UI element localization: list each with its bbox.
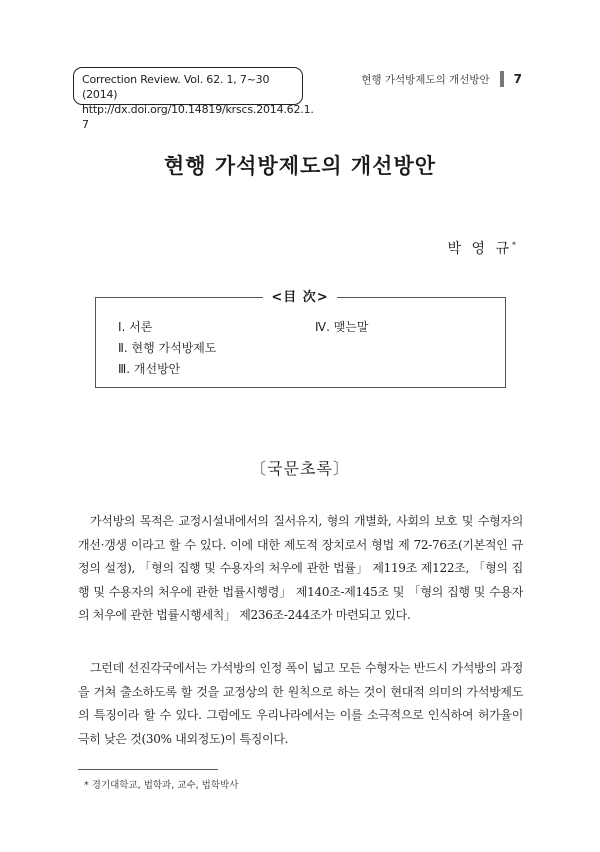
author-name: 박 영 규: [447, 241, 512, 257]
running-title: 현행 가석방제도의 개선방안: [361, 73, 490, 86]
author-footnote: * 경기대학교, 법학과, 교수, 법학박사: [84, 780, 239, 791]
journal-citation-box: [73, 67, 314, 131]
footnote-divider: [78, 769, 218, 770]
running-head: [361, 71, 522, 87]
author-footnote-mark: *: [512, 240, 516, 250]
toc-item: Ⅱ. 현행 가석방제도: [118, 341, 217, 355]
abstract-paragraph-2: 그런데 선진각국에서는 가석방의 인정 폭이 넓고 모든 수형자는 반드시 가석방의 과정을 거쳐 출소하도록 할 것을 교정상의 한 원칙으로 하는 것이 현대적 의미의 가석방제도의 특징이라 할 수 있다. 그럼에도 우리나라에서는 이를 소극적으로 인식하여 허가율이 극히 낮은 것(30% 내외정도)이 특징이다.: [78, 661, 523, 746]
abstract-paragraph: [78, 510, 523, 628]
abstract-paragraph: [78, 657, 523, 751]
toc-item: Ⅰ. 서론: [118, 320, 153, 334]
doi-link[interactable]: http://dx.doi.org/10.14819/krscs.2014.62.1. 7: [82, 103, 314, 131]
author: [448, 238, 516, 258]
divider-bar: [500, 71, 504, 87]
toc-heading: <目 次>: [263, 290, 336, 305]
toc-item: Ⅲ. 개선방안: [118, 362, 181, 376]
abstract-heading: 〔국문초록〕: [250, 459, 350, 478]
journal-citation: Correction Review. Vol. 62. 1, 7~30 (2014): [82, 73, 270, 101]
toc-heading-wrap: [0, 286, 600, 305]
toc-item: Ⅳ. 맺는말: [315, 320, 369, 334]
abstract-paragraph-1: 가석방의 목적은 교정시설내에서의 질서유지, 형의 개별화, 사회의 보호 및 수형자의 개선·갱생 이라고 할 수 있다. 이에 대한 제도적 장치로서 형법 제 72-76조(기본적인 규정의 설정), 「형의 집행 및 수용자의 처우에 관한 법률」 제119조 제122조, 「형의 집행 및 수용자의 처우에 관한 법률시행령」 제140조-제145조 및 「형의 집행 및 수용자의 처우에 관한 법률시행세칙」 제236조-244조가 마련되고 있다.: [78, 514, 523, 622]
page-number: 7: [513, 72, 522, 86]
paper-title: 현행 가석방제도의 개선방안: [163, 154, 437, 178]
